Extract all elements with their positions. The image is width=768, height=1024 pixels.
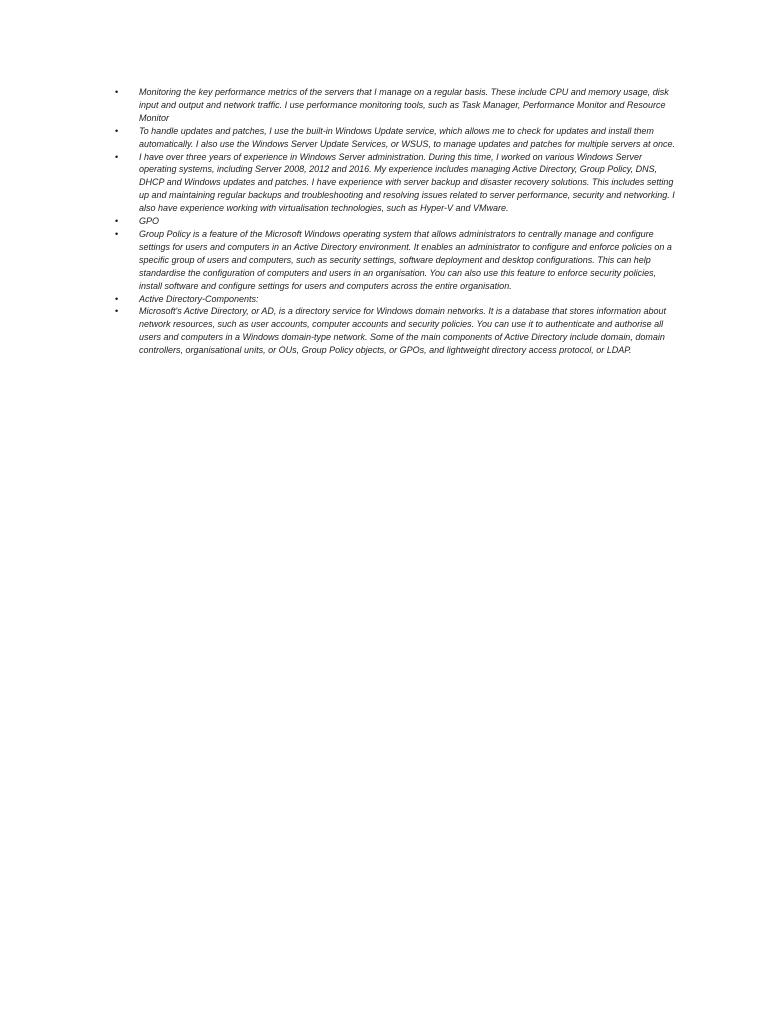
bullet-icon: • (115, 151, 119, 162)
bullet-list (115, 86, 679, 357)
list-item-text: GPO (139, 216, 160, 227)
list-item-text: I have over three years of experience in Windows Server administration. During this time, I worked on various Windows Server operating systems, including Server 2008, 2012 and 2016. My experience includes managing Active Directory, Group Policy, DNS, DHCP and Windows updates and patches. I have experience with server backup and disaster recovery solutions. This includes setting up and maintaining regular backups and troubleshooting and resolving issues related to server performance, security and networking. I also have experience working with virtualisation technologies, such as Hyper-V and VMware. (139, 151, 675, 214)
list-item (115, 293, 679, 306)
bullet-icon: • (115, 87, 119, 97)
list-item (115, 151, 679, 216)
list-item (115, 86, 679, 125)
bullet-icon: • (115, 216, 119, 227)
list-item-text: Microsoft's Active Directory, or AD, is a directory service for Windows domain networks. It is a database that stores information about network resources, such as user accounts, computer accounts and security policies. You can use it to authenticate and authorise all users and computers in a Windows domain-type network. Some of the main components of Active Directory include domain, domain controllers, organisational units, or OUs, Group Policy objects, or GPOs, and lightweight directory access protocol, or LDAP. (139, 306, 667, 356)
bullet-icon: • (115, 125, 119, 136)
list-item-text: Active Directory-Components: (139, 293, 259, 304)
list-item-text: To handle updates and patches, I use the built-in Windows Update service, which allows me to check for updates and install them automatically. I also use the Windows Server Update Services, or WSUS, to manage updates and patches for multiple servers at once. (139, 125, 676, 149)
list-item-text: Monitoring the key performance metrics of the servers that I manage on a regular basis. These include CPU and memory usage, disk input and output and network traffic. I use performance monitoring tools, such as Task Manager, Performance Monitor and Resource Monitor (139, 87, 669, 123)
list-item (115, 228, 679, 293)
list-item (115, 125, 679, 151)
list-item-text: Group Policy is a feature of the Microsoft Windows operating system that allows administrators to centrally manage and configure settings for users and computers in an Active Directory environment. It enables an administrator to configure and enforce policies on a specific group of users and computers, such as security settings, software deployment and desktop configurations. This can help standardise the configuration of computers and users in an organisation. You can also use this feature to enforce security policies, install software and configure settings for users and computers across the entire organisation. (139, 228, 672, 291)
list-item (115, 215, 679, 228)
bullet-icon: • (115, 228, 119, 239)
list-item (115, 305, 679, 357)
bullet-icon: • (115, 293, 119, 304)
bullet-icon: • (115, 306, 119, 317)
